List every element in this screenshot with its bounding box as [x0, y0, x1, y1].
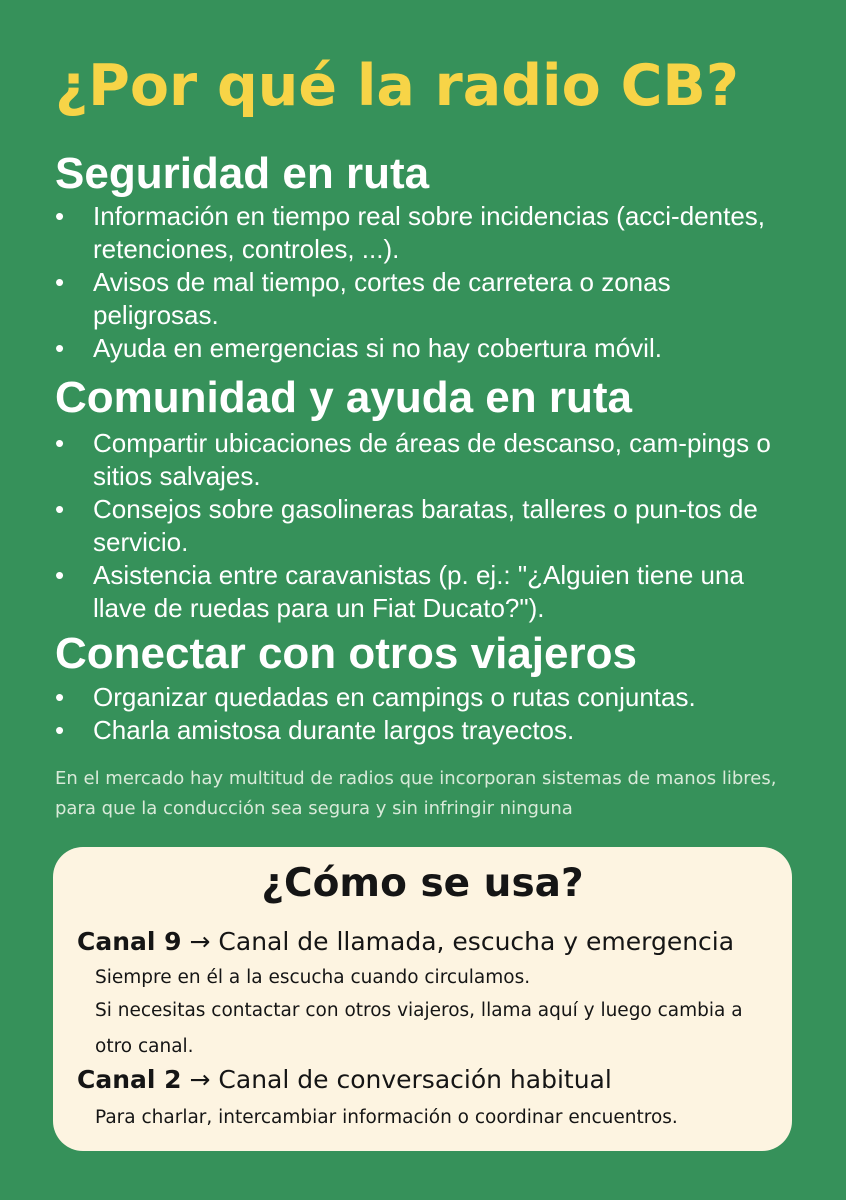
channel-9-heading — [77, 925, 734, 959]
bullet-icon: • — [55, 560, 65, 590]
usage-box — [53, 847, 792, 1151]
bullet-icon: • — [55, 715, 65, 745]
channel-2-heading — [77, 1063, 612, 1097]
handsfree-note: En el mercado hay multitud de radios que incorporan sistemas de manos libres, para que la conducción sea segura y sin infringir ninguna — [55, 768, 777, 819]
list-item: • Organizar quedadas en campings o rutas conjuntas. — [55, 682, 696, 712]
channel-9-line: Si necesitas contactar con otros viajeros, llama aquí y luego cambia a otro canal. — [95, 1000, 743, 1057]
section-heading-comunidad: Comunidad y ayuda en ruta — [55, 373, 632, 422]
channel-name: Canal 9 — [77, 927, 182, 956]
channel-2-line: Para charlar, intercambiar información o coordinar encuentros. — [95, 1107, 678, 1128]
bullet-icon: • — [55, 494, 65, 524]
page-title: ¿Por qué la radio CB? — [55, 53, 739, 119]
channel-9-line: Siempre en él a la escucha cuando circulamos. — [95, 967, 531, 988]
bullet-icon: • — [55, 267, 65, 297]
channel-purpose: Canal de llamada, escucha y emergencia — [218, 927, 735, 956]
arrow-right-icon: → — [189, 1065, 211, 1094]
list-item: • Consejos sobre gasolineras baratas, talleres o pun-tos de servicio. — [55, 494, 758, 557]
channel-purpose: Canal de conversación habitual — [218, 1065, 612, 1094]
list-item: • Charla amistosa durante largos trayectos. — [55, 715, 575, 745]
list-item: • Ayuda en emergencias si no hay cobertura móvil. — [55, 333, 662, 363]
arrow-right-icon: → — [189, 927, 211, 956]
bullet-icon: • — [55, 333, 65, 363]
usage-title: ¿Cómo se usa? — [261, 861, 584, 906]
bullet-list-comunidad — [55, 427, 795, 625]
list-item: • Avisos de mal tiempo, cortes de carretera o zonas peligrosas. — [55, 267, 671, 330]
list-item: • Compartir ubicaciones de áreas de descanso, cam-pings o sitios salvajes. — [55, 428, 771, 491]
bullet-icon: • — [55, 201, 65, 231]
bullet-list-conectar — [55, 681, 795, 747]
section-heading-seguridad: Seguridad en ruta — [55, 149, 430, 198]
section-heading-conectar: Conectar con otros viajeros — [55, 629, 637, 678]
bullet-icon: • — [55, 428, 65, 458]
channel-name: Canal 2 — [77, 1065, 182, 1094]
list-item: • Información en tiempo real sobre incidencias (acci-dentes, retenciones, controles, ...). — [55, 201, 766, 264]
bullet-list-seguridad — [55, 200, 795, 365]
bullet-icon: • — [55, 682, 65, 712]
list-item: • Asistencia entre caravanistas (p. ej.: "¿Alguien tiene una llave de ruedas para un Fiat Ducato?"). — [55, 560, 744, 623]
